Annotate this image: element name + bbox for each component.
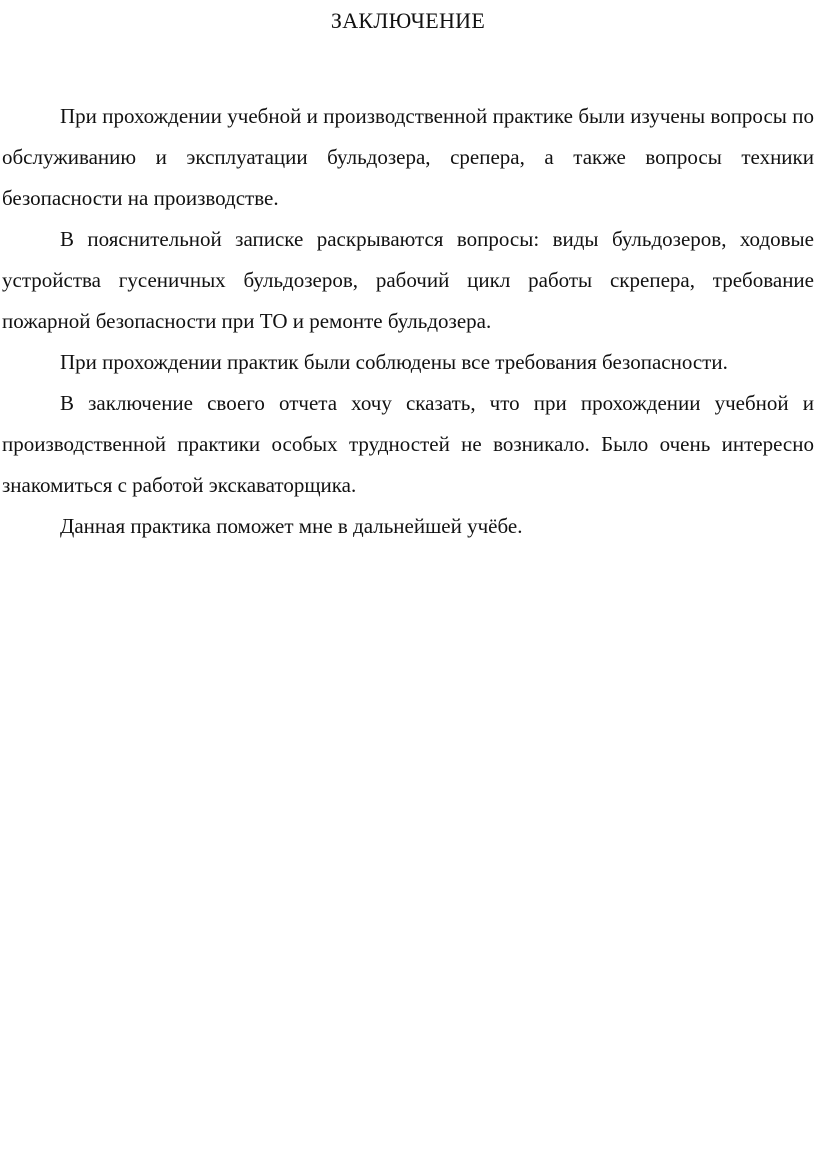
document-body [2, 96, 814, 547]
paragraph-2: В пояснительной записке раскрываются вопросы: виды бульдозеров, ходовые устройства гусеничных бульдозеров, рабочий цикл работы скрепера, требование пожарной безопасности при ТО и ремонте бульдозера. [2, 227, 814, 333]
paragraph-4: В заключение своего отчета хочу сказать, что при прохождении учебной и производственной практики особых трудностей не возникало. Было очень интересно знакомиться с работой экскаваторщика. [2, 391, 814, 497]
document-title: ЗАКЛЮЧЕНИЕ [330, 8, 486, 33]
paragraph-3: При прохождении практик были соблюдены все требования безопасности. [60, 350, 728, 374]
paragraph-1: При прохождении учебной и производственной практике были изучены вопросы по обслуживанию и эксплуатации бульдозера, срепера, а также вопросы техники безопасности на производстве. [2, 104, 814, 210]
paragraph-5: Данная практика поможет мне в дальнейшей учёбе. [60, 514, 523, 538]
